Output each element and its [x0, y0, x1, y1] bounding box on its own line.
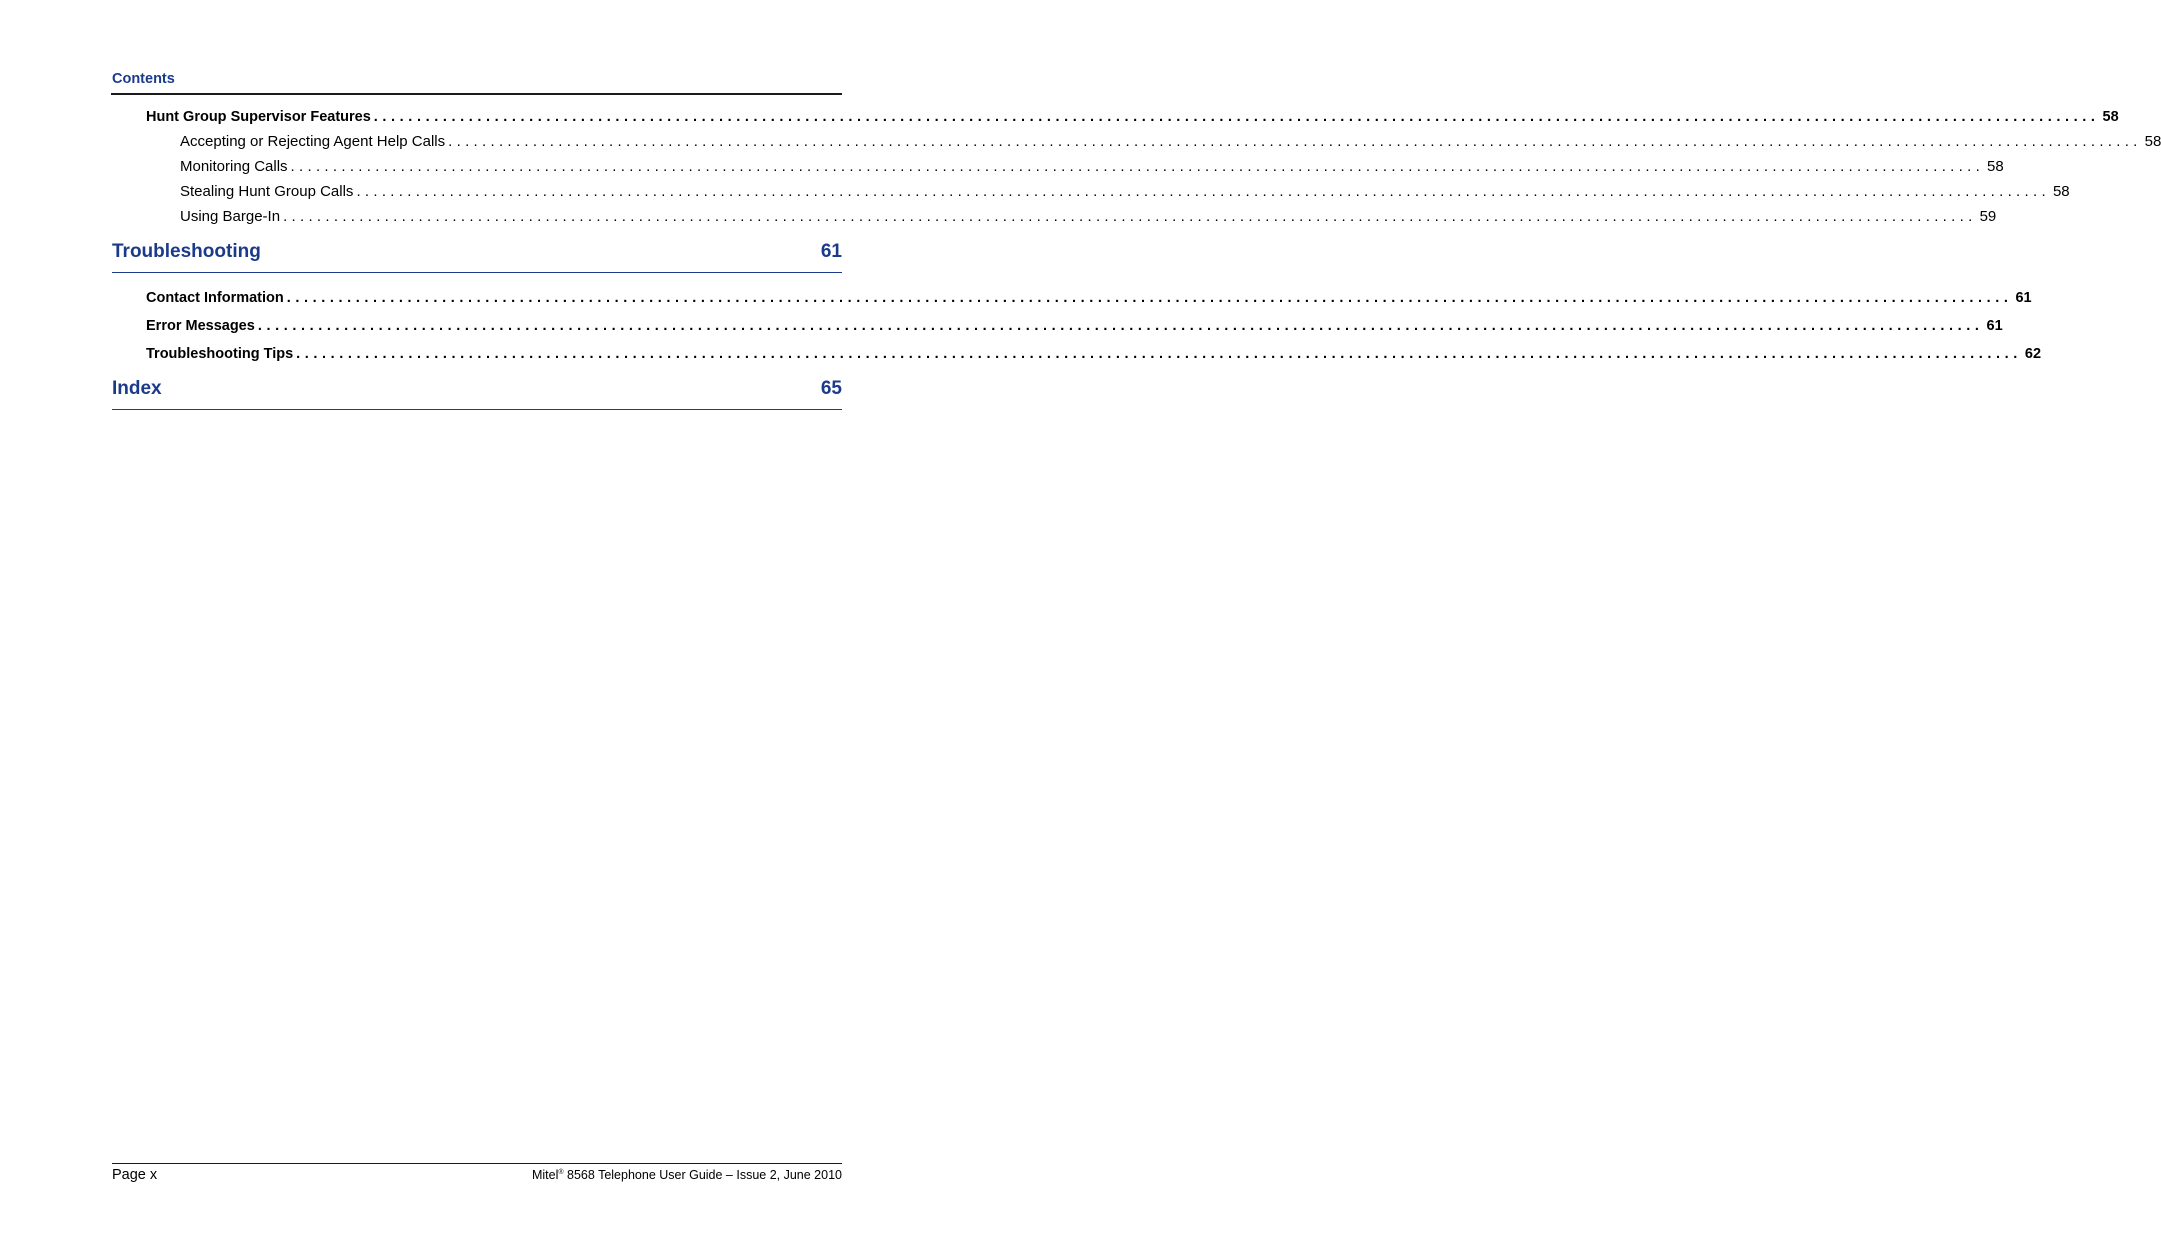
footer-page-label: Page x	[112, 1167, 158, 1183]
toc-entry-page: 61	[1986, 318, 2003, 334]
dot-leader: ........................................................................................................................................................................................................	[286, 290, 2013, 306]
toc-entry-label: Error Messages	[146, 318, 255, 334]
footer-rule	[112, 1163, 842, 1164]
toc-entry-page: 61	[2015, 290, 2032, 306]
toc-entry-error-messages[interactable]	[146, 317, 2003, 335]
toc-entry-troubleshooting-tips[interactable]	[146, 345, 2042, 363]
chapter-rule	[112, 409, 842, 410]
toc-entry-accepting-rejecting-agent-help-calls[interactable]	[180, 133, 2161, 151]
toc-entry-label: Hunt Group Supervisor Features	[146, 109, 371, 125]
toc-chapter-index[interactable]	[112, 378, 842, 400]
dot-leader: ........................................................................................................................................................................................................	[356, 183, 2050, 200]
toc-entry-label: Accepting or Rejecting Agent Help Calls	[180, 133, 446, 150]
toc-entry-page: 59	[1979, 208, 1997, 225]
header-section-label: Contents	[112, 71, 175, 87]
toc-entry-label: Contact Information	[146, 290, 284, 306]
toc-entry-contact-information[interactable]	[146, 289, 2032, 307]
dot-leader: ........................................................................................................................................................................................................	[290, 158, 1985, 175]
dot-leader: ........................................................................................................................................................................................................	[373, 109, 2100, 125]
toc-entry-hunt-group-supervisor-features[interactable]	[146, 108, 2119, 126]
dot-leader: ........................................................................................................................................................................................................	[257, 318, 1984, 334]
toc-entry-page: 58	[2144, 133, 2161, 150]
toc-entry-monitoring-calls[interactable]	[180, 158, 2004, 176]
toc-entry-label: Troubleshooting Tips	[146, 346, 294, 362]
dot-leader: ........................................................................................................................................................................................................	[448, 133, 2142, 150]
footer-title-text: 8568 Telephone User Guide – Issue 2, June 2010	[563, 1168, 842, 1182]
registered-mark: ®	[558, 1169, 564, 1176]
toc-chapter-troubleshooting[interactable]	[112, 241, 842, 263]
toc-entry-using-barge-in[interactable]	[180, 208, 1997, 226]
toc-entry-stealing-hunt-group-calls[interactable]	[180, 183, 2070, 201]
chapter-rule	[112, 272, 842, 273]
footer-doc-title	[532, 1168, 842, 1182]
header-rule	[111, 93, 842, 95]
toc-chapter-page: 65	[820, 378, 842, 399]
dot-leader: ........................................................................................................................................................................................................	[296, 346, 2022, 362]
toc-entry-page: 58	[2102, 109, 2119, 125]
toc-chapter-title: Index	[112, 378, 162, 399]
toc-entry-page: 58	[1987, 158, 2004, 175]
toc-chapter-title: Troubleshooting	[112, 241, 261, 262]
toc-entry-label: Monitoring Calls	[180, 158, 288, 175]
toc-entry-page: 58	[2052, 183, 2070, 200]
toc-entry-label: Stealing Hunt Group Calls	[180, 183, 354, 200]
toc-entry-page: 62	[2024, 346, 2042, 362]
dot-leader: ........................................................................................................................................................................................................	[283, 208, 1977, 225]
footer-brand: Mitel	[531, 1168, 559, 1182]
toc-entry-label: Using Barge-In	[180, 208, 281, 225]
toc-chapter-page: 61	[820, 241, 842, 262]
